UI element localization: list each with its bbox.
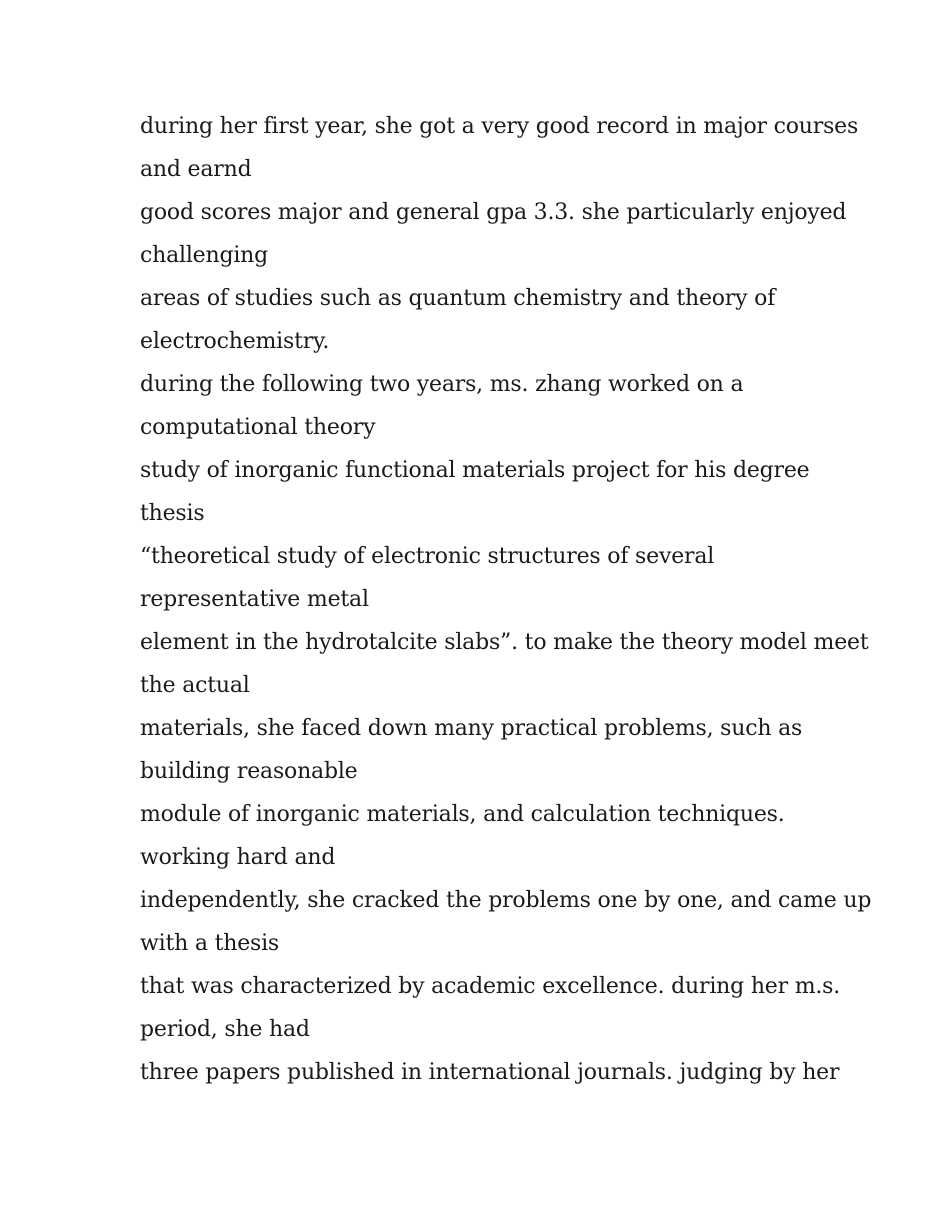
text-line-23: three papers published in international journals. judging by her: [140, 1060, 840, 1085]
text-line-9: study of inorganic functional materials project for his degree: [140, 458, 810, 483]
text-line-13: element in the hydrotalcite slabs”. to make the theory model meet: [140, 630, 869, 655]
text-line-15: materials, she faced down many practical problems, such as: [140, 716, 803, 741]
text-line-1: during her first year, she got a very good record in major courses: [140, 114, 859, 139]
text-line-12: representative metal: [140, 587, 369, 612]
text-line-7: during the following two years, ms. zhang worked on a: [140, 372, 744, 397]
text-line-8: computational theory: [140, 415, 376, 440]
text-line-11: “theoretical study of electronic structures of several: [140, 544, 715, 569]
text-line-21: that was characterized by academic excellence. during her m.s.: [140, 974, 841, 999]
text-line-22: period, she had: [140, 1017, 310, 1042]
text-line-3: good scores major and general gpa 3.3. she particularly enjoyed: [140, 200, 847, 225]
text-line-4: challenging: [140, 243, 269, 268]
body-text: [140, 105, 872, 1094]
text-line-16: building reasonable: [140, 759, 358, 784]
text-line-20: with a thesis: [140, 931, 280, 956]
text-line-14: the actual: [140, 673, 250, 698]
text-line-6: electrochemistry.: [140, 329, 330, 354]
text-line-5: areas of studies such as quantum chemistry and theory of: [140, 286, 776, 311]
text-line-18: working hard and: [140, 845, 336, 870]
text-line-2: and earnd: [140, 157, 252, 182]
text-line-17: module of inorganic materials, and calculation techniques.: [140, 802, 785, 827]
text-line-19: independently, she cracked the problems one by one, and came up: [140, 888, 872, 913]
text-line-10: thesis: [140, 501, 205, 526]
